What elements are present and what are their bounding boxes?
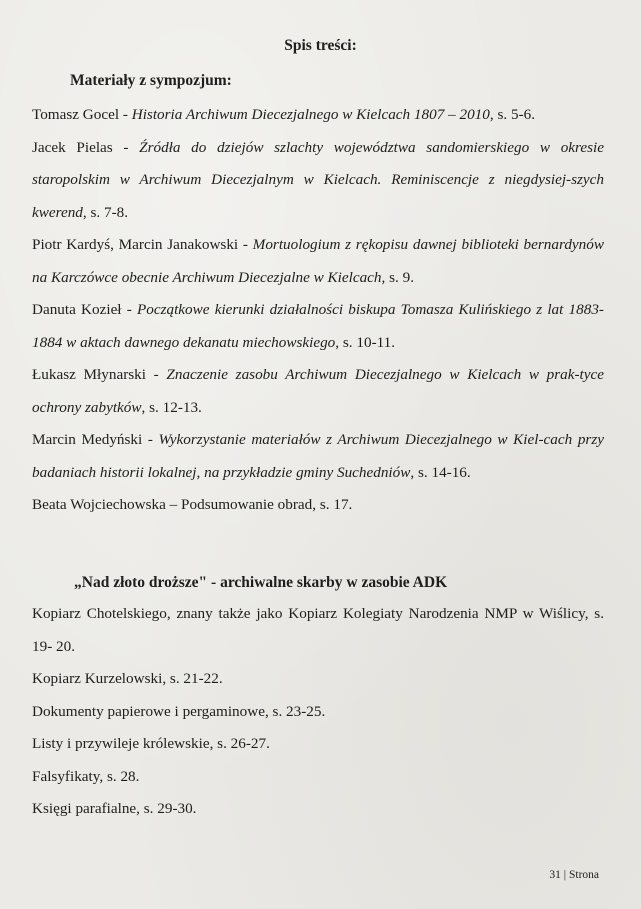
list-item <box>32 598 604 663</box>
entry-author: Łukasz Młynarski - <box>32 366 167 383</box>
section-heading-symposium: Materiały z sympozjum: <box>70 72 232 89</box>
list-item <box>32 294 604 359</box>
entry-title: Historia Archiwum Diecezjalnego w Kielcach 1807 – 2010 <box>131 106 490 123</box>
list-item <box>32 489 604 522</box>
list-item <box>32 99 604 132</box>
list-item <box>32 132 604 230</box>
entry-title: Źródła do dziejów szlachty województwa sandomierskiego w okresie staropolskim w Archiwum Diecezjalnym w Kielcach. Reminiscencje z niegdysiej-szych kwerend <box>32 138 604 221</box>
entry-author: Marcin Medyński - <box>32 431 159 448</box>
entry-title: Mortuologium z rękopisu dawnej biblioteki bernardynów na Karczówce obecnie Archiwum Diecezjalne w Kielcach <box>32 236 604 286</box>
entry-title: Wykorzystanie materiałów z Archiwum Diecezjalnego w Kiel-cach przy badaniach historii lokalnej, na przykładzie gminy Suchedniów <box>32 431 604 481</box>
list-item <box>32 663 604 696</box>
entry-pages: , s. 10-11. <box>335 333 396 351</box>
entry-pages: , s. 14-16. <box>410 463 471 481</box>
entry-text: Dokumenty papierowe i pergaminowe, s. 23-25. <box>32 702 326 720</box>
entry-author: Danuta Kozieł - <box>32 301 137 318</box>
list-item <box>32 359 604 424</box>
entry-pages: , s. 17. <box>312 496 353 513</box>
entry-list-symposium <box>32 99 604 522</box>
entry-pages: , s. 9. <box>381 268 415 286</box>
entry-title: Początkowe kierunki działalności biskupa Tomasza Kulińskiego z lat 1883-1884 w aktach dawnego dekanatu miechowskiego <box>32 301 604 351</box>
entry-author: Tomasz Gocel - <box>32 106 132 123</box>
entry-pages: , s. 5-6. <box>489 106 536 123</box>
entry-text: Falsyfikaty, s. 28. <box>32 767 140 785</box>
entry-author: Piotr Kardyś, Marcin Janakowski - <box>32 236 253 253</box>
list-item <box>32 696 604 729</box>
entry-author: Jacek Pielas - <box>32 138 140 156</box>
section-heading-treasures: „Nad złoto droższe" - archiwalne skarby w zasobie ADK <box>74 574 448 591</box>
entry-text: Kopiarz Chotelskiego, znany także jako Kopiarz Kolegiaty Narodzenia NMP w Wiślicy, s. 19- 20. <box>32 605 604 655</box>
list-item <box>32 761 604 794</box>
entry-text: Listy i przywileje królewskie, s. 26-27. <box>32 735 270 752</box>
entry-text: Kopiarz Kurzelowski, s. 21-22. <box>32 670 223 687</box>
list-item <box>32 728 604 761</box>
entry-list-treasures <box>32 598 604 826</box>
list-item <box>32 793 604 826</box>
list-item <box>32 229 604 294</box>
entry-author: Beata Wojciechowska – Podsumowanie obrad <box>32 496 313 513</box>
entry-text: Księgi parafialne, s. 29-30. <box>32 800 197 817</box>
entry-pages: , s. 7-8. <box>82 203 129 221</box>
page-number-footer: 31 | Strona <box>549 869 599 881</box>
entry-pages: , s. 12-13. <box>141 398 202 416</box>
page-title: Spis treści: <box>284 37 357 54</box>
list-item <box>32 424 604 489</box>
entry-title: Znaczenie zasobu Archiwum Diecezjalnego w Kielcach w prak-tyce ochrony zabytków <box>32 366 604 416</box>
